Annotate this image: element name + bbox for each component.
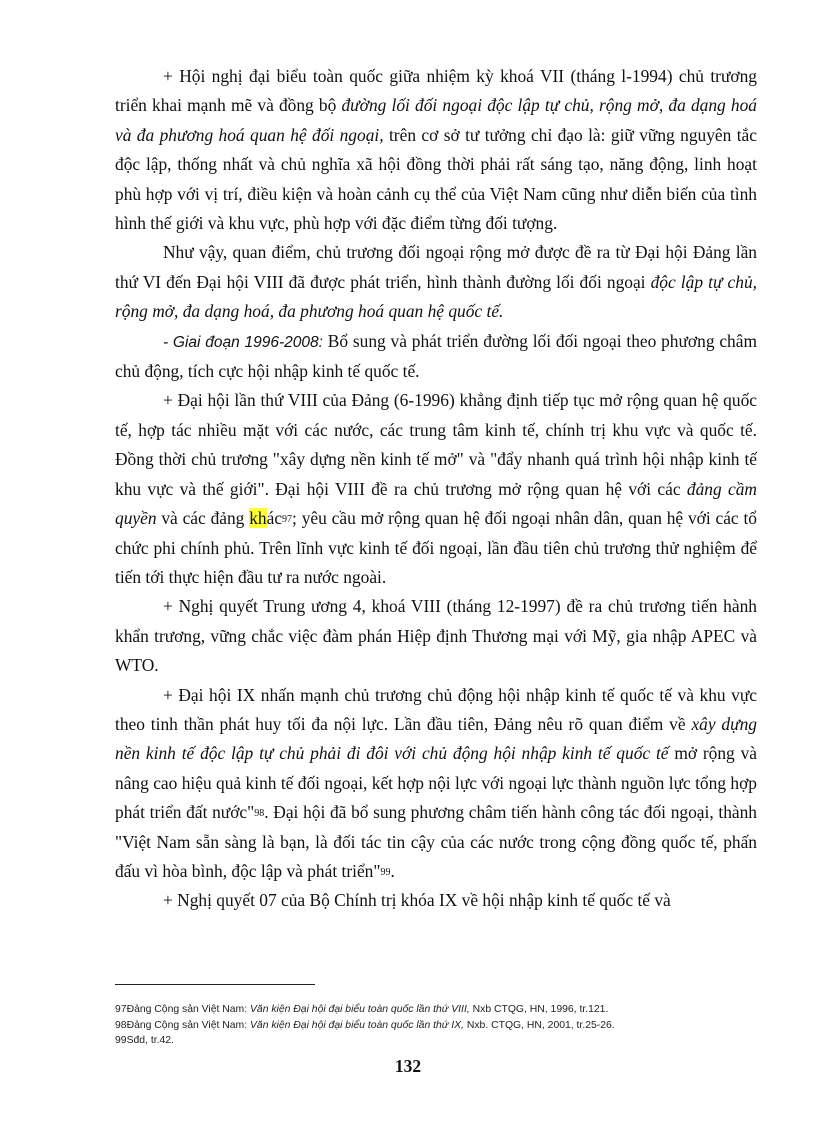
footnote-ref-99[interactable]: 99 — [380, 866, 391, 878]
italic-run: đường lối đối ngoại độc lập tự chủ, rộng mở, đa dạng hoá và đa phương hoá quan hệ đối ngoại, — [115, 95, 757, 145]
page-body — [115, 62, 757, 916]
paragraph-5: + Nghị quyết Trung ương 4, khoá VIII (tháng 12-1997) đề ra chủ trương tiến hành khẩn trương, vững chắc việc đàm phán Hiệp định Thương mại với Mỹ, gia nhập APEC và WTO. — [115, 596, 757, 676]
footnote-number: 98 — [115, 1019, 127, 1031]
footnote-ref-98[interactable]: 98 — [254, 808, 265, 820]
text-run: mở rộng và nâng cao hiệu quả kinh tế đối ngoại, kết hợp nội lực với ngoại lực thành nguồn lực tổng hợp phát triển đất nước" — [115, 743, 757, 823]
footnote-number: 97 — [115, 1004, 127, 1015]
italic-run: độc lập tự chủ, rộng mở, đa dạng hoá, đa phương hoá quan hệ quốc tế. — [115, 271, 757, 322]
text-run: và các đảng — [156, 508, 250, 529]
text-run: + Đại hội lần thứ VIII của Đảng (6-1996) khẳng định tiếp tục mở rộng quan hệ quốc tế, hợp tác nhiều mặt với các nước, các trung tâm kinh tế, chính trị khu vực và quốc tế. Đồng thời chủ trương "xây dựng nền kinh tế mở" và "đẩy nhanh quá trình hội nhập kinh tế khu vực và thế giới". Đại hội VIII đề ra chủ trương mở rộng quan hệ với các — [115, 390, 757, 499]
footnote-97 — [115, 1002, 757, 1018]
footnote-ref-97[interactable]: 97 — [282, 514, 293, 526]
paragraph-4 — [115, 386, 757, 592]
paragraph-2 — [115, 238, 757, 326]
footnote-99 — [115, 1033, 757, 1049]
text-run: ; yêu cầu mở rộng quan hệ đối ngoại nhân dân, quan hệ với các tổ chức phi chính phủ. Trên lĩnh vực kinh tế đối ngoại, lần đầu tiên chủ trương thử nghiệm để tiến tới thực hiện đầu tư ra nước ngoài. — [115, 508, 757, 587]
text-run: Bổ sung và phát triển đường lối đối ngoại theo phương châm chủ động, tích cực hội nhập kinh tế quốc tế. — [115, 330, 757, 382]
paragraph-6 — [115, 681, 757, 887]
text-run: Như vậy, quan điểm, chủ trương đối ngoại rộng mở được đề ra từ Đại hội Đảng lần thứ VI đến Đại hội VIII đã được phát triển, hình thành đường lối đối ngoại — [115, 242, 757, 292]
page-number: 132 — [394, 1056, 422, 1076]
footnote-text: Nxb CTQG, HN, 1996, tr.121. — [469, 1004, 609, 1015]
text-run: . Đại hội đã bổ sung phương châm tiến hành công tác đối ngoại, thành "Việt Nam sẵn sàng là bạn, là đối tác tin cậy của các nước trong cộng đồng quốc tế, phấn đấu vì hòa bình, độc lập và phát triển" — [115, 802, 758, 881]
italic-run: đảng cầm quyền — [115, 478, 757, 529]
paragraph-3 — [115, 327, 757, 387]
text-run: + Đại hội IX nhấn mạnh chủ trương chủ động hội nhập kinh tế quốc tế và khu vực theo tinh thần phát huy tối đa nội lực. Lần đầu tiên, Đảng nêu rõ quan điểm về — [115, 684, 757, 734]
text-run: trên cơ sở tư tưởng chỉ đạo là: giữ vững nguyên tắc độc lập, thống nhất và chủ nghĩa xã hội đồng thời phải rất sáng tạo, năng động, linh hoạt phù hợp với vị trí, điều kiện và hoàn cảnh cụ thể của Việt Nam cũng như diễn biến của tình hình thế giới và khu vực, phù hợp với đặc điểm từng đối tượng. — [115, 124, 757, 234]
text-run: . — [390, 860, 395, 881]
footnote-98 — [115, 1018, 757, 1034]
footnote-text: Đảng Cộng sản Việt Nam: — [126, 1004, 250, 1015]
paragraph-1 — [115, 62, 757, 238]
footnote-text: Đảng Cộng sản Việt Nam: — [126, 1019, 250, 1031]
footnote-italic: Văn kiện Đại hội đại biểu toàn quốc lần thứ IX, — [249, 1019, 464, 1031]
footnote-italic: Văn kiện Đại hội đại biểu toàn quốc lần thứ VIII, — [249, 1004, 470, 1015]
text-run: ác — [266, 508, 283, 529]
footnote-text: Nxb. CTQG, HN, 2001, tr.25-26. — [463, 1019, 615, 1031]
footnote-separator — [115, 984, 315, 985]
footnote-number: 99 — [115, 1035, 127, 1046]
paragraph-7: + Nghị quyết 07 của Bộ Chính trị khóa IX về hội nhập kinh tế quốc tế và — [163, 890, 671, 911]
text-run: + Hội nghị đại biểu toàn quốc giữa nhiệm kỳ khoá VII (tháng l-1994) chủ trương triển khai mạnh mẽ và đồng bộ — [115, 66, 757, 116]
highlighted-text: kh — [249, 508, 267, 529]
italic-run: xây dựng nền kinh tế độc lập tự chủ phải đi đôi với chủ động hội nhập kinh tế quốc tế — [115, 713, 757, 764]
footnotes — [115, 1002, 757, 1049]
italic-heading-run: - Giai đoạn 1996-2008: — [163, 333, 323, 351]
footnote-text: Sđd, tr.42. — [126, 1035, 174, 1046]
